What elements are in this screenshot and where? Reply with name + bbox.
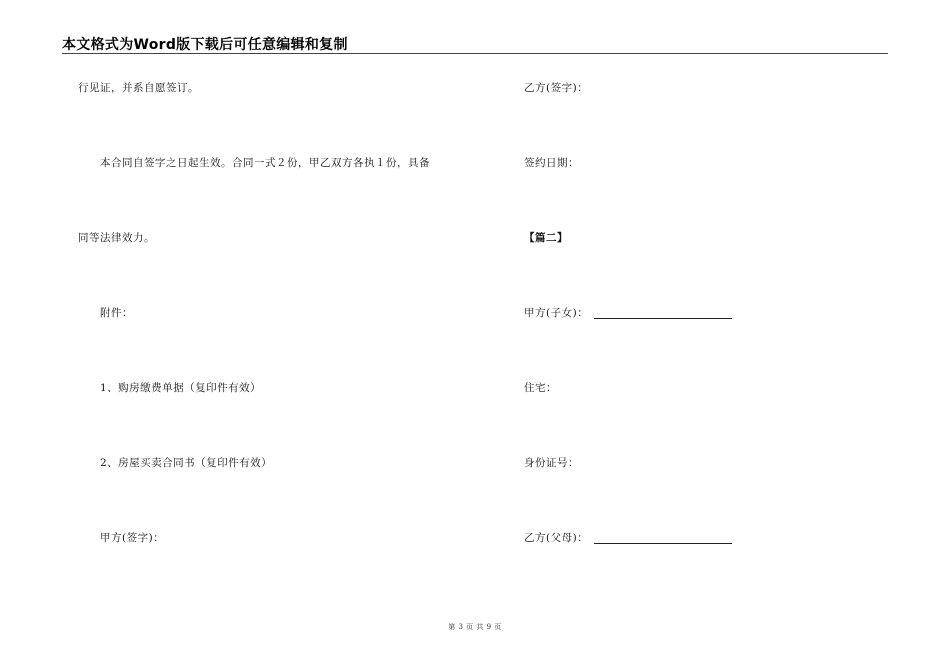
document-header-title: 本文格式为Word版下载后可任意编辑和复制 [62,37,348,53]
attachment-item-1: 1、购房缴费单据（复印件有效） [100,382,262,394]
id-number-label: 身份证号： [524,457,579,469]
party-b-parents-blank-line [594,543,732,544]
party-b-signature-label: 乙方(签字)： [524,82,589,94]
page-number: 第 3 页 共 9 页 [448,623,502,631]
attachment-item-2: 2、房屋买卖合同书（复印件有效） [100,457,273,469]
section-heading: 【篇二】 [524,232,568,244]
party-b-parents-label: 乙方(父母)： [524,532,589,544]
left-text-line-2: 本合同自签字之日起生效。合同一式２份，甲乙双方各执１份，具备 [100,157,430,169]
residence-label: 住宅： [524,382,557,394]
left-text-line-3: 同等法律效力。 [78,232,155,244]
party-a-child-row [524,305,732,320]
party-a-child-label: 甲方(子女)： [524,307,589,319]
attachments-label: 附件： [100,307,133,319]
party-a-signature-label: 甲方(签字)： [100,532,165,544]
header-divider [62,53,888,54]
party-a-child-blank-line [594,318,732,319]
left-text-line-1: 行见证，并系自愿签订。 [78,82,199,94]
signing-date-label: 签约日期： [524,157,579,169]
party-b-parents-row [524,530,732,545]
